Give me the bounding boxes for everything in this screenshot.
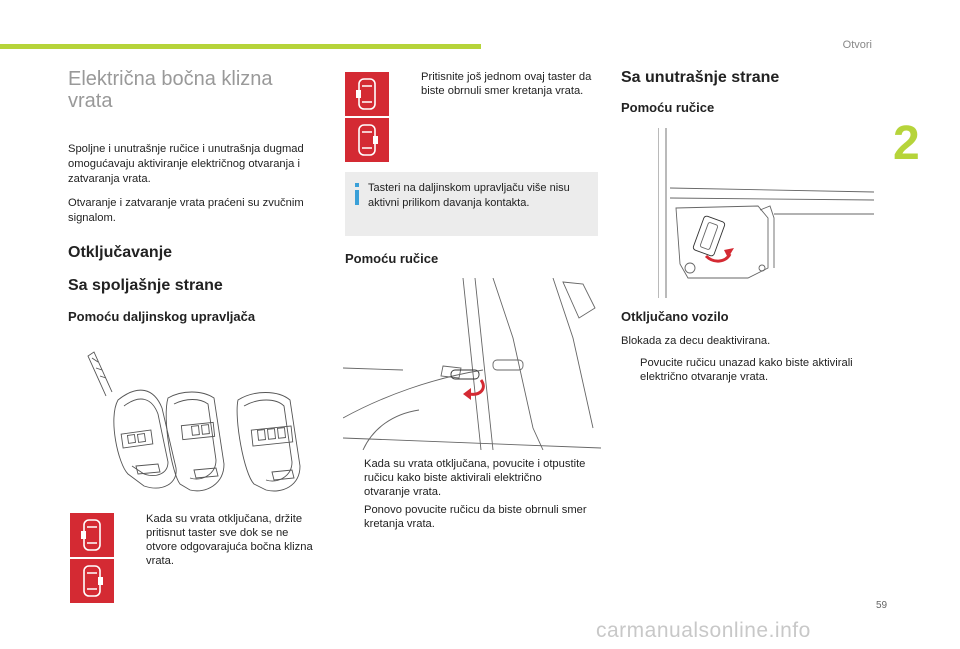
heading-handle-inside: Pomoću ručice bbox=[621, 100, 715, 115]
inside-handle-illustration bbox=[658, 128, 874, 298]
bullet-remote-hold bbox=[129, 512, 319, 568]
bullet-text: Kada su vrata otključana, povucite i otpustite ručicu kako biste aktivirali električno otvaranje vrata. bbox=[364, 458, 586, 498]
bullet-text: Povucite ručicu unazad kako biste aktivirali električno otvaranje vrata. bbox=[640, 357, 853, 383]
section-label: Otvori bbox=[842, 39, 872, 51]
sliding-door-right-icon bbox=[354, 123, 380, 157]
bullet-text: Pritisnite još jednom ovaj taster da biste obrnuli smer kretanja vrata. bbox=[421, 71, 592, 97]
sliding-door-left-icon bbox=[354, 77, 380, 111]
sliding-door-left-icon bbox=[79, 518, 105, 552]
sliding-door-left-button bbox=[70, 513, 114, 557]
bullet-text: Kada su vrata otključana, držite pritisnut taster sve dok se ne otvore odgovarajuća bočna klizna vrata. bbox=[146, 513, 313, 567]
heading-unlocked-vehicle: Otključano vozilo bbox=[621, 309, 729, 324]
child-lock-text: Blokada za decu deaktivirana. bbox=[621, 335, 771, 347]
sliding-door-right-button bbox=[70, 559, 114, 603]
remote-key-illustration bbox=[78, 348, 314, 500]
info-text: Tasteri na daljinskom upravljaču više nisu aktivni prilikom davanja kontakta. bbox=[368, 182, 570, 209]
bullet-text: Ponovo povucite ručicu da biste obrnuli smer kretanja vrata. bbox=[364, 504, 587, 530]
sliding-door-left-button-2 bbox=[345, 72, 389, 116]
bullet-handle-2 bbox=[347, 503, 587, 531]
header-accent-bar bbox=[0, 44, 481, 49]
sliding-door-right-icon bbox=[79, 564, 105, 598]
heading-unlocking: Otključavanje bbox=[68, 244, 173, 261]
heading-inside: Sa unutrašnje strane bbox=[621, 69, 780, 86]
bullet-handle-1 bbox=[347, 457, 587, 499]
outside-handle-illustration bbox=[343, 278, 601, 450]
intro-paragraph: Spoljne i unutrašnje ručice i unutrašnja dugmad omogućavaju aktiviranje električnog otvaranja i zatvaranja vrata. bbox=[68, 143, 304, 185]
sliding-door-right-button-2 bbox=[345, 118, 389, 162]
heading-handle-outside: Pomoću ručice bbox=[345, 251, 439, 266]
watermark: carmanualsonline.info bbox=[596, 619, 811, 642]
page-title: Električna bočna klizna vrata bbox=[68, 68, 273, 112]
page-number: 59 bbox=[876, 600, 888, 611]
heading-remote: Pomoću daljinskog upravljača bbox=[68, 309, 256, 324]
bullet-pull-handle bbox=[623, 356, 883, 384]
signal-paragraph: Otvaranje i zatvaranje vrata praćeni su zvučnim signalom. bbox=[68, 197, 304, 224]
chapter-number: 2 bbox=[893, 117, 920, 170]
heading-outside: Sa spoljašnje strane bbox=[68, 277, 223, 294]
bullet-press-again bbox=[404, 70, 594, 98]
info-icon bbox=[352, 183, 362, 205]
